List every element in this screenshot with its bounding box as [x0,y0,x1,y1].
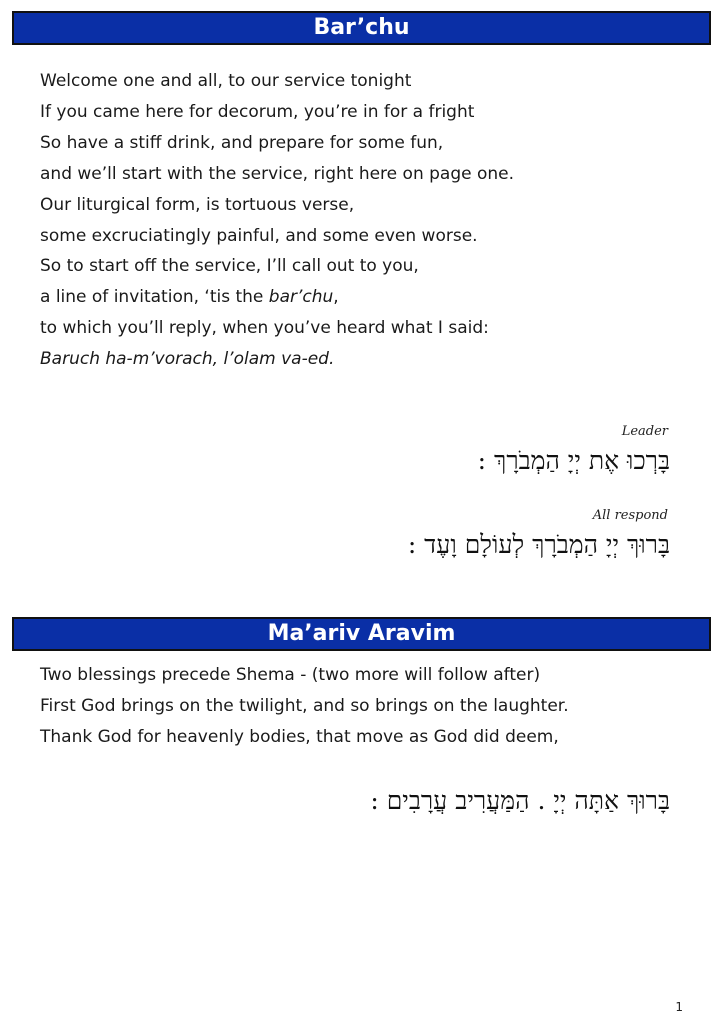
barchu-title: Bar’chu [313,15,410,40]
verse-line: and we’ll start with the service, right here on page one. [40,163,515,184]
page-number: 1 [675,1000,683,1014]
barchu-title-banner [12,11,711,45]
verse-italic-term: bar’chu [268,287,334,308]
maariv-verse [40,660,700,753]
verse-text: , [333,287,339,308]
maariv-hebrew-blessing: בָּרוּךְ אַתָּה יְיָ . הַמַּעֲרִיב עֲרָבִים : [370,786,670,815]
verse-line: Two blessings precede Shema - (two more will follow after) [40,665,541,685]
leader-label: Leader [621,424,668,439]
verse-text: a line of invitation, ‘tis the [40,287,269,308]
verse-line: So have a stiff drink, and prepare for some fun, [40,132,444,153]
respond-label: All respond [592,508,668,523]
barchu-verse [40,66,700,375]
leader-hebrew-line: בָּרְכוּ אֶת יְיָ הַמְבֹרָךְ : [477,446,670,475]
verse-line: to which you’ll reply, when you’ve heard what I said: [40,318,489,339]
maariv-title: Ma’ariv Aravim [267,621,456,646]
verse-line-transliteration [40,344,700,375]
verse-line: Welcome one and all, to our service tonight [40,71,412,91]
respond-hebrew-line: בָּרוּךְ יְיָ הַמְבֹרָךְ לְעוֹלָם וָעֶד : [407,530,670,559]
verse-line: Our liturgical form, is tortuous verse, [40,194,355,215]
verse-line: Thank God for heavenly bodies, that move as God did deem, [40,726,559,747]
transliteration-text: Baruch ha-m’vorach, l’olam va-ed. [40,349,335,370]
verse-line [40,282,700,313]
verse-line: First God brings on the twilight, and so brings on the laughter. [40,695,569,716]
verse-line: So to start off the service, I’ll call out to you, [40,256,419,277]
verse-line: If you came here for decorum, you’re in for a fright [40,101,475,122]
verse-line: some excruciatingly painful, and some even worse. [40,225,478,246]
maariv-title-banner [12,617,711,651]
